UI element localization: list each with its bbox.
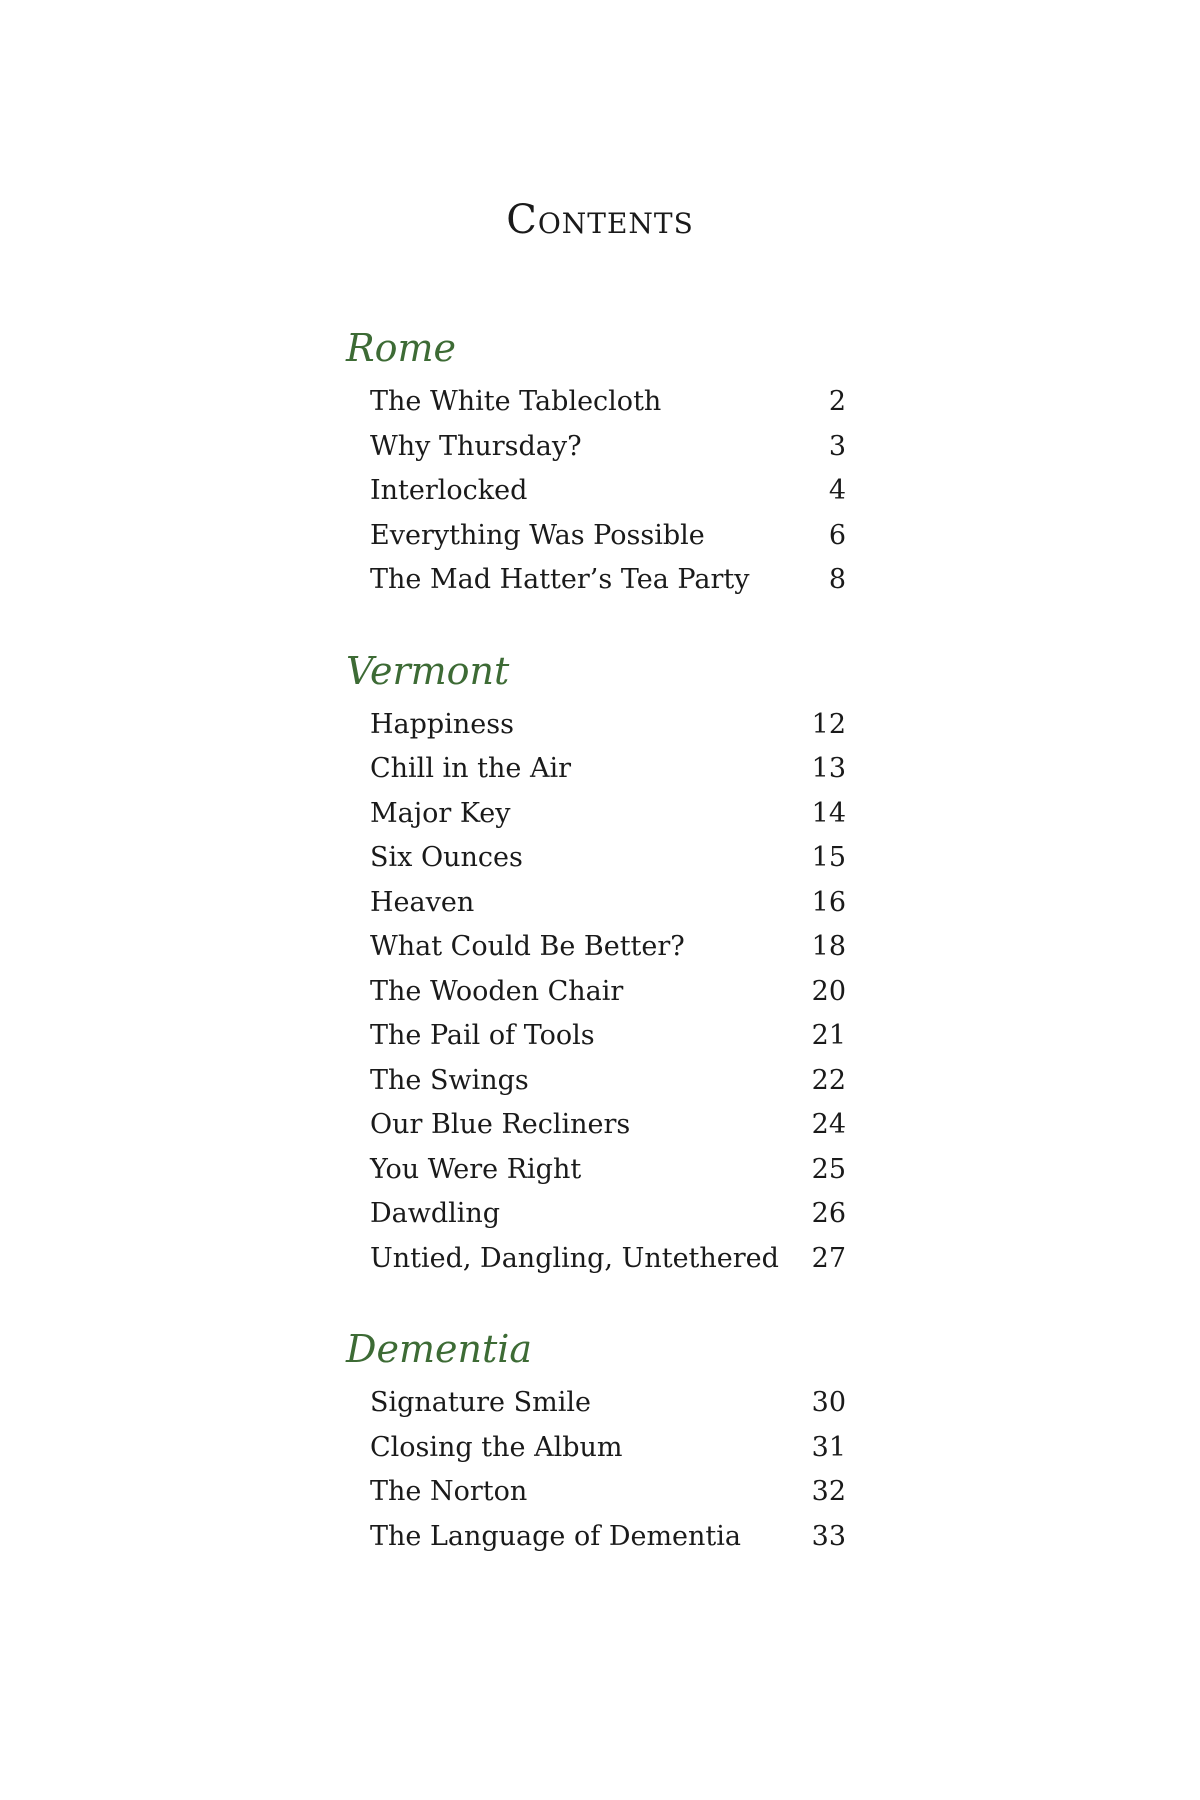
entry-title: The Mad Hatter’s Tea Party	[370, 564, 750, 595]
entry-page-number: 13	[811, 753, 846, 784]
entry-title: Closing the Album	[370, 1431, 623, 1463]
entry-page-number: 6	[828, 519, 846, 551]
entry-page-number: 16	[811, 886, 846, 918]
toc-entry	[346, 703, 846, 748]
entry-title: Happiness	[370, 708, 514, 740]
section-heading: Vermont	[346, 648, 510, 693]
entry-page-number: 26	[811, 1198, 846, 1229]
entry-title: The Swings	[370, 1064, 529, 1096]
toc-entry	[346, 1148, 846, 1193]
toc-entry	[346, 1381, 846, 1426]
entry-page-number: 30	[811, 1387, 846, 1418]
entry-page-number: 32	[811, 1476, 846, 1507]
entry-page-number: 15	[811, 842, 846, 873]
entry-page-number: 20	[811, 975, 846, 1007]
toc-entry	[346, 469, 846, 514]
entry-title: Signature Smile	[370, 1387, 591, 1418]
toc-entry	[346, 1103, 846, 1148]
entry-title: Major Key	[370, 797, 511, 829]
toc-entry	[346, 1014, 846, 1059]
entry-page-number: 18	[811, 931, 846, 962]
section-heading: Rome	[346, 326, 457, 370]
entry-title: Dawdling	[370, 1198, 501, 1229]
entry-title: Heaven	[370, 886, 475, 918]
entry-title: Chill in the Air	[370, 753, 571, 784]
entry-title: The Wooden Chair	[370, 975, 624, 1007]
entry-page-number: 31	[811, 1431, 846, 1463]
entry-title: What Could Be Better?	[370, 931, 685, 962]
toc-section	[346, 1319, 846, 1559]
entry-title: Interlocked	[370, 475, 528, 506]
entry-title: The Language of Dementia	[370, 1520, 741, 1552]
toc-section	[346, 318, 846, 603]
entry-title: Untied, Dangling, Untethered	[370, 1242, 779, 1274]
toc-entry	[346, 1515, 846, 1560]
entry-title: Six Ounces	[370, 842, 523, 873]
toc-entry	[346, 1059, 846, 1104]
entry-title: Our Blue Recliners	[370, 1109, 631, 1140]
entry-page-number: 27	[811, 1242, 846, 1274]
toc-entry	[346, 970, 846, 1015]
toc-section	[346, 641, 846, 1282]
entry-page-number: 22	[811, 1064, 846, 1096]
entry-title: The Norton	[370, 1476, 528, 1507]
toc-entry	[346, 425, 846, 470]
entry-page-number: 8	[828, 564, 846, 595]
toc-entry	[346, 1426, 846, 1471]
entry-page-number: 12	[811, 708, 846, 740]
entry-title: The Pail of Tools	[370, 1020, 595, 1051]
entry-title: You Were Right	[370, 1153, 582, 1185]
entry-page-number: 21	[811, 1020, 846, 1051]
entry-page-number: 2	[828, 386, 846, 417]
toc-entry	[346, 836, 846, 881]
entry-title: The White Tablecloth	[370, 386, 662, 417]
toc-entry	[346, 1237, 846, 1282]
entry-title: Why Thursday?	[370, 430, 582, 462]
entry-page-number: 3	[828, 430, 846, 462]
entry-title: Everything Was Possible	[370, 519, 705, 551]
toc-entry	[346, 1470, 846, 1515]
entry-page-number: 14	[811, 797, 846, 829]
entry-page-number: 33	[811, 1520, 846, 1552]
toc-entry	[346, 380, 846, 425]
toc-entry	[346, 1192, 846, 1237]
entry-page-number: 25	[811, 1153, 846, 1185]
toc-entry	[346, 747, 846, 792]
toc-entry	[346, 514, 846, 559]
page-title: Contents	[506, 197, 694, 243]
table-of-contents	[346, 318, 846, 1559]
toc-entry	[346, 792, 846, 837]
toc-entry	[346, 558, 846, 603]
entry-page-number: 4	[828, 475, 846, 506]
toc-entry	[346, 925, 846, 970]
entry-page-number: 24	[811, 1109, 846, 1140]
section-heading: Dementia	[346, 1327, 533, 1371]
toc-entry	[346, 881, 846, 926]
